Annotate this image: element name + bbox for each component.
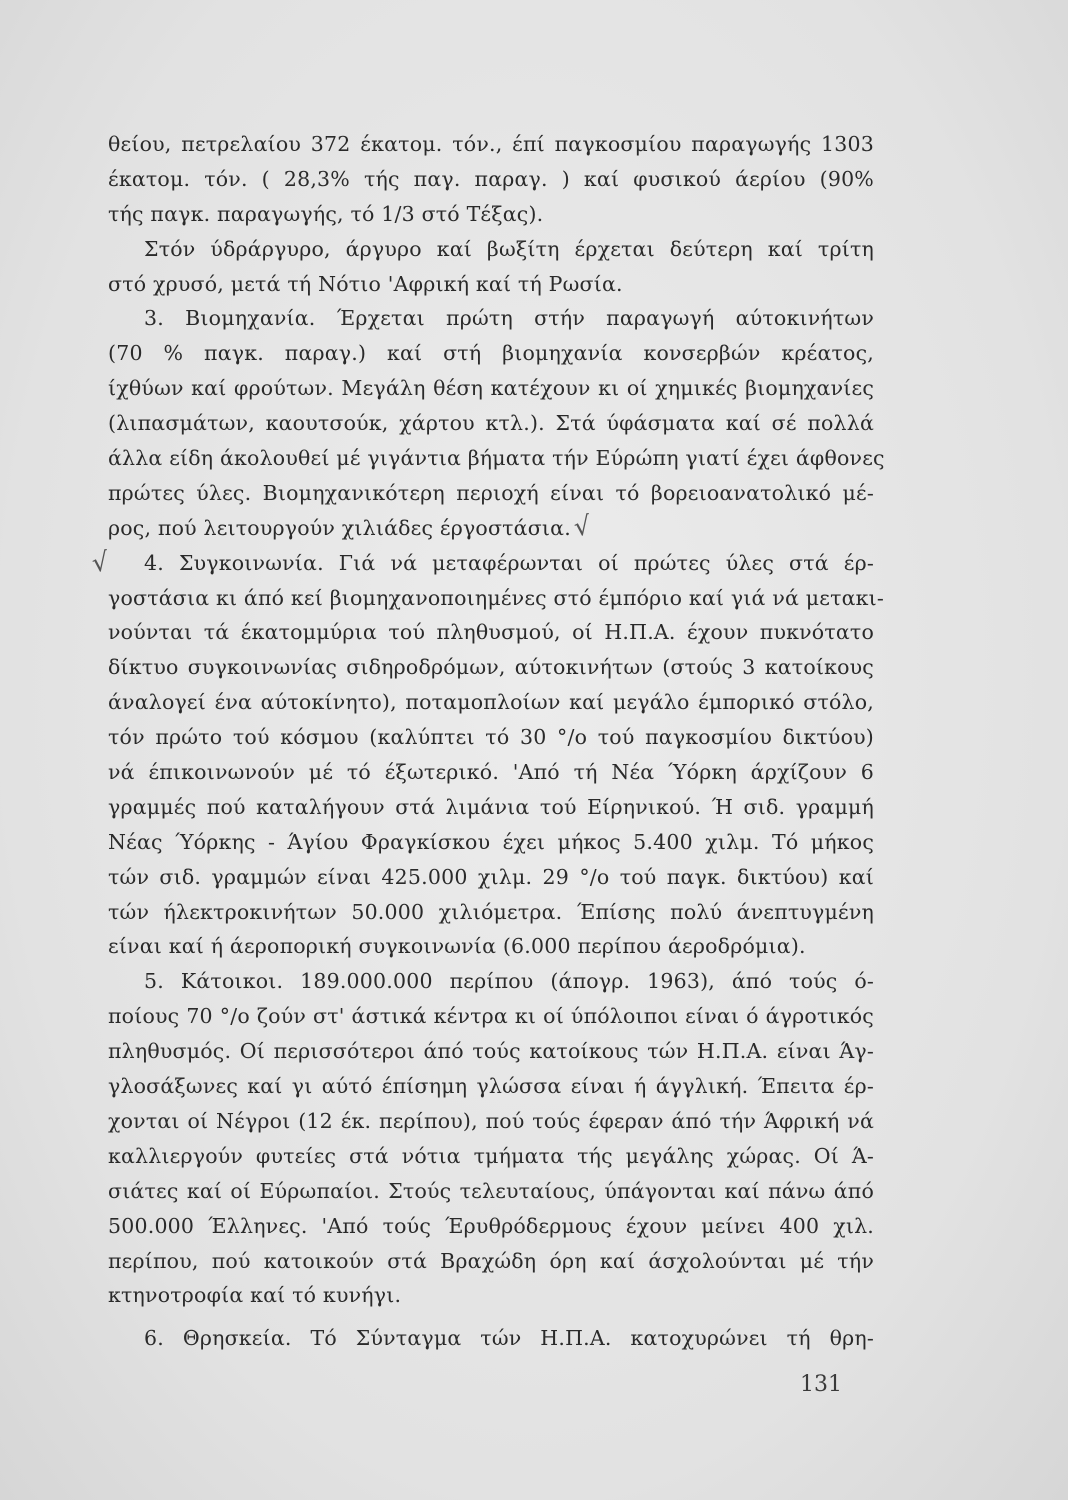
text-line: θείου, πετρελαίου 372 έκατομ. τόν., έπί παγκοσμίου παραγωγής 1303 xyxy=(108,132,874,156)
text-block xyxy=(108,127,885,1356)
text-line: έκατομ. τόν. ( 28,3% τής παγ. παραγ. ) καί φυσικού άερίου (90% xyxy=(108,166,874,191)
text-line: άναλογεί ένα αύτοκίνητο), ποταμοπλοίων καί μεγάλο έμπορικό στόλο, xyxy=(108,690,874,715)
text-line: γοστάσια κι άπό κεί βιομηχανοποιημένες στό έμπόριο καί γιά νά μετακι- xyxy=(108,585,885,610)
text-line: (λιπασμάτων, καουτσούκ, χάρτου κτλ.). Στά ύφάσματα καί σέ πολλά xyxy=(108,411,874,436)
text-line: ρος, πού λειτουργούν χιλιάδες έργοστάσια. xyxy=(108,515,571,540)
section-4-heading-line: 4. Συγκοινωνία. Γιά νά μεταφέρωνται οί πρώτες ύλες στά έρ- xyxy=(144,550,874,575)
text-line: νούνται τά έκατομμύρια τού πληθυσμού, οί Η.Π.Α. έχουν πυκνότατο xyxy=(108,620,874,645)
text-line: 500.000 Έλληνες. 'Από τούς Έρυθρόδερμους έχουν μείνει 400 χιλ. xyxy=(108,1213,874,1238)
text-line: χονται οί Νέγροι (12 έκ. περίπου), πού τούς έφεραν άπό τήν Άφρική νά xyxy=(108,1108,874,1133)
text-line: δίκτυο συγκοινωνίας σιδηροδρόμων, αύτοκινήτων (στούς 3 κατοίκους xyxy=(108,655,874,680)
section-6-heading-line: 6. Θρησκεία. Τό Σύνταγμα τών Η.Π.Α. κατοχυρώνει τή θρη- xyxy=(144,1326,874,1351)
text-line: Νέας Ύόρκης - Άγίου Φραγκίσκου έχει μήκος 5.400 χιλμ. Τό μήκος xyxy=(108,829,874,854)
text-line: πληθυσμός. Οί περισσότεροι άπό τούς κατοίκους τών Η.Π.Α. είναι Άγ- xyxy=(108,1039,874,1064)
page-number: 131 xyxy=(800,1372,842,1397)
text-line: τών σιδ. γραμμών είναι 425.000 χιλμ. 29 °/ο τού παγκ. δικτύου) καί xyxy=(108,864,874,889)
text-line: περίπου, πού κατοικούν στά Βραχώδη όρη καί άσχολούνται μέ τήν xyxy=(108,1248,874,1273)
handwritten-checkmark-icon: √ xyxy=(571,510,593,544)
text-line: (70 % παγκ. παραγ.) καί στή βιομηχανία κονσερβών κρέατος, xyxy=(108,341,874,366)
text-line: ίχθύων καί φρούτων. Μεγάλη θέση κατέχουν κι οί χημικές βιομηχανίες xyxy=(108,376,874,401)
text-line: ποίους 70 °/ο ζούν στ' άστικά κέντρα κι οί ύπόλοιποι είναι ό άγροτικός xyxy=(108,1004,874,1029)
text-line: νά έπικοινωνούν μέ τό έξωτερικό. 'Από τή Νέα Ύόρκη άρχίζουν 6 xyxy=(108,760,874,785)
text-line: Στόν ύδράργυρο, άργυρο καί βωξίτη έρχεται δεύτερη καί τρίτη xyxy=(144,236,874,261)
text-line: άλλα είδη άκολουθεί μέ γιγάντια βήματα τήν Εύρώπη γιατί έχει άφθονες xyxy=(108,446,885,471)
text-line: είναι καί ή άεροπορική συγκοινωνία (6.000 περίπου άεροδρόμια). xyxy=(108,934,806,959)
text-line: κτηνοτροφία καί τό κυνήγι. xyxy=(108,1283,402,1308)
handwritten-checkmark-icon: √ xyxy=(89,546,111,580)
text-line: τών ήλεκτροκινήτων 50.000 χιλιόμετρα. Έπίσης πολύ άνεπτυγμένη xyxy=(108,899,874,924)
section-3-heading-line: 3. Βιομηχανία. Έρχεται πρώτη στήν παραγωγή αύτοκινήτων xyxy=(144,306,874,331)
text-line: τής παγκ. παραγωγής, τό 1/3 στό Τέξας). xyxy=(108,201,544,226)
section-5-heading-line: 5. Κάτοικοι. 189.000.000 περίπου (άπογρ. 1963), άπό τούς ό- xyxy=(144,969,874,994)
text-line: γλοσάξωνες καί γι αύτό έπίσημη γλώσσα είναι ή άγγλική. Έπειτα έρ- xyxy=(108,1074,874,1099)
text-line: στό χρυσό, μετά τή Νότιο 'Αφρική καί τή Ρωσία. xyxy=(108,271,623,296)
text-line: πρώτες ύλες. Βιομηχανικότερη περιοχή είναι τό βορειοανατολικό μέ- xyxy=(108,480,874,505)
text-line: γραμμές πού καταλήγουν στά λιμάνια τού Είρηνικού. Ή σιδ. γραμμή xyxy=(108,794,874,819)
text-line: τόν πρώτο τού κόσμου (καλύπτει τό 30 °/ο τού παγκοσμίου δικτύου) xyxy=(108,725,874,750)
text-line: καλλιεργούν φυτείες στά νότια τμήματα τής μεγάλης χώρας. Οί Ά- xyxy=(108,1143,874,1168)
text-line: σιάτες καί οί Εύρωπαίοι. Στούς τελευταίους, ύπάγονται καί πάνω άπό xyxy=(108,1178,874,1203)
